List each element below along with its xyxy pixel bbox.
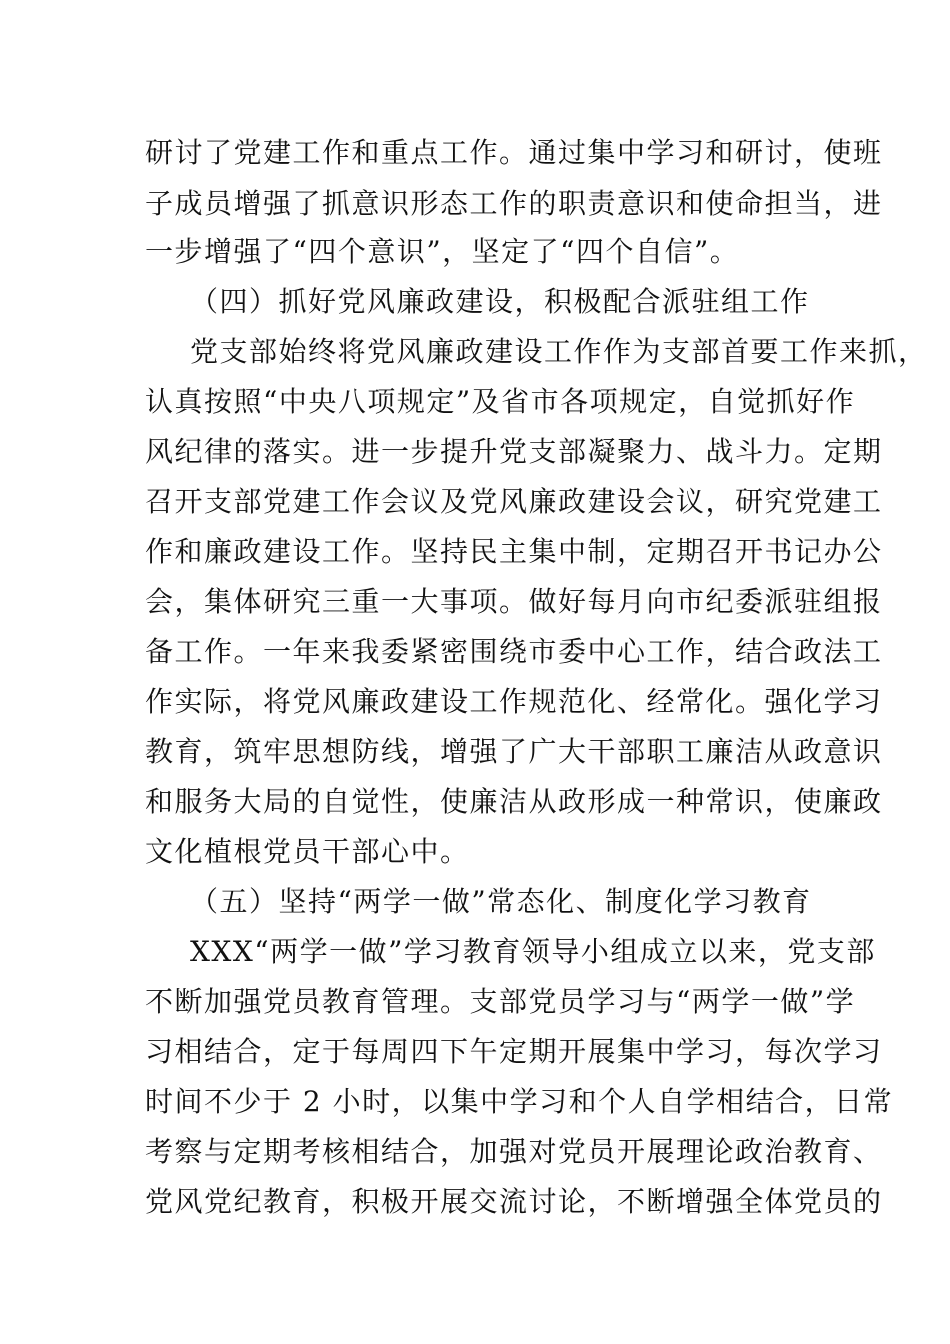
paragraph-line: 作实际，将党风廉政建设工作规范化、经常化。强化学习 <box>145 685 883 718</box>
paragraph-line: 备工作。一年来我委紧密围绕市委中心工作，结合政法工 <box>145 635 883 668</box>
paragraph-line: XXX“两学一做”学习教育领导小组成立以来，党支部 <box>190 935 876 968</box>
paragraph-line: 作和廉政建设工作。坚持民主集中制，定期召开书记办公 <box>145 535 883 568</box>
paragraph-line: 党支部始终将党风廉政建设工作作为支部首要工作来抓， <box>190 335 928 368</box>
paragraph-line: 风纪律的落实。进一步提升党支部凝聚力、战斗力。定期 <box>145 435 883 468</box>
section-heading-5: （五）坚持“两学一做”常态化、制度化学习教育 <box>190 885 812 918</box>
paragraph-line: 子成员增强了抓意识形态工作的职责意识和使命担当，进 <box>145 187 883 220</box>
paragraph-line: 时间不少于 2 小时，以集中学习和个人自学相结合，日常 <box>145 1085 894 1118</box>
paragraph-line: 召开支部党建工作会议及党风廉政建设会议，研究党建工 <box>145 485 883 518</box>
section-heading-4: （四）抓好党风廉政建设，积极配合派驻组工作 <box>190 285 810 318</box>
paragraph-line: 会，集体研究三重一大事项。做好每月向市纪委派驻组报 <box>145 585 883 618</box>
paragraph-line: 教育，筑牢思想防线，增强了广大干部职工廉洁从政意识 <box>145 735 883 768</box>
paragraph-line: 考察与定期考核相结合，加强对党员开展理论政治教育、 <box>145 1135 883 1168</box>
paragraph-line: 习相结合，定于每周四下午定期开展集中学习，每次学习 <box>145 1035 883 1068</box>
paragraph-line: 文化植根党员干部心中。 <box>145 835 470 868</box>
paragraph-line: 不断加强党员教育管理。支部党员学习与“两学一做”学 <box>145 985 856 1018</box>
paragraph-line: 和服务大局的自觉性，使廉洁从政形成一种常识，使廉政 <box>145 785 883 818</box>
paragraph-line: 党风党纪教育，积极开展交流讨论，不断增强全体党员的 <box>145 1185 883 1218</box>
paragraph-line: 认真按照“中央八项规定”及省市各项规定，自觉抓好作 <box>145 385 856 418</box>
paragraph-line: 研讨了党建工作和重点工作。通过集中学习和研讨，使班 <box>145 136 883 169</box>
paragraph-line: 一步增强了“四个意识”，坚定了“四个自信”。 <box>145 235 740 268</box>
